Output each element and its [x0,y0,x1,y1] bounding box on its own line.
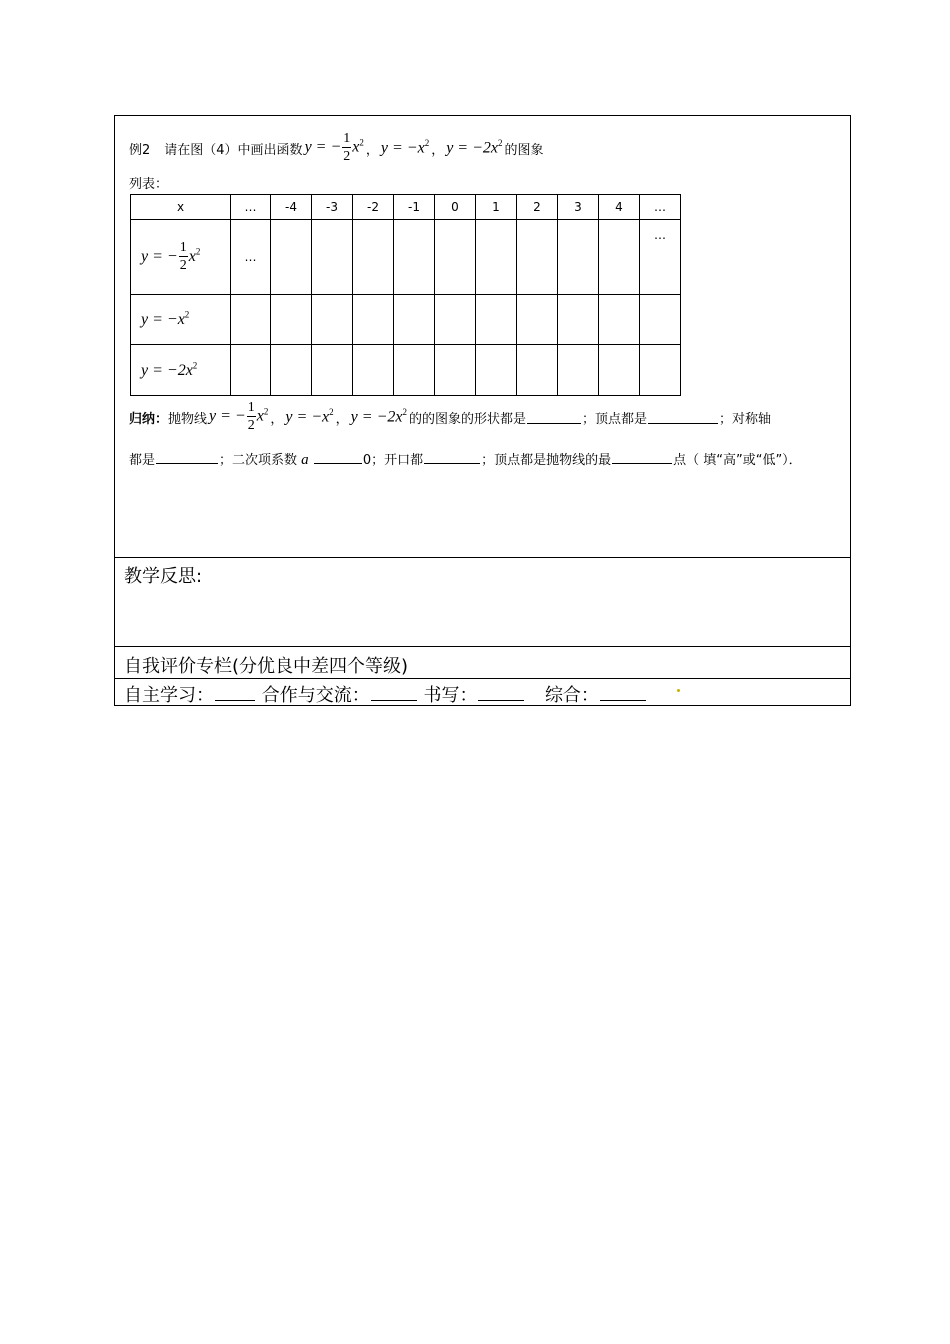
table-cell[interactable] [394,345,435,396]
table-cell[interactable] [353,295,394,345]
table-cell[interactable] [640,295,681,345]
row-function-3: $y = -2x^2$ [131,345,231,396]
header-cell: 4 [599,195,640,220]
reflection-label: 教学反思: [124,566,203,587]
table-cell[interactable] [271,345,312,396]
table-cell[interactable] [640,345,681,396]
blank-opening[interactable] [424,451,480,464]
blank-vertex[interactable] [648,411,718,424]
header-cell: -1 [394,195,435,220]
function-1: y = − $\frac{1}{2}$ $x^2$ [304,131,364,164]
function-3: $y = -2x^2$ [446,138,503,157]
example-label: 例2 [129,142,151,158]
summary-line-1: 归纳： 抛物线 y = − $\frac{1}{2}$ $x^2$ ， $y = -x^2$ ， $y = -2x^2$ 的的图象的形状都是 ；顶点都是 ；对称轴 [129,400,772,433]
table-row [131,220,681,295]
self-eval-section [115,647,850,679]
table-cell[interactable] [435,345,476,396]
list-label: 列表： [129,177,169,192]
score-line: 自主学习： 合作与交流： 书写： 综合： [124,681,647,707]
score-section [115,679,850,707]
table-cell[interactable] [271,220,312,295]
self-eval-label: 自我评价专栏(分优良中差四个等级) [124,656,409,677]
table-cell[interactable] [599,295,640,345]
table-cell[interactable] [517,345,558,396]
table-cell: … [231,220,271,295]
score-blank-cooperation[interactable] [371,685,417,701]
table-cell[interactable] [476,220,517,295]
table-cell[interactable] [599,220,640,295]
table-header-row [131,195,681,220]
table-cell[interactable] [476,295,517,345]
header-cell: 3 [558,195,599,220]
blank-extreme[interactable] [612,451,672,464]
decorative-dot [677,689,680,692]
function-2: $y = -x^2$ [380,138,430,157]
table-cell[interactable] [312,345,353,396]
summary-label: 归纳： [129,411,169,427]
table-cell: … [640,220,681,295]
table-cell[interactable] [517,295,558,345]
header-cell: 0 [435,195,476,220]
table-cell[interactable] [394,295,435,345]
header-cell: x [131,195,231,220]
score-blank-self-study[interactable] [215,685,255,701]
example-prompt: 例2 请在图（4）中画出函数 y = − $\frac{1}{2}$ $x^2$ ， $y = -x^2$ ， $y = -2x^2$ 的图象 [129,131,544,164]
table-cell[interactable] [312,295,353,345]
blank-shape[interactable] [527,411,581,424]
header-cell: … [231,195,271,220]
worksheet-frame [114,115,851,706]
table-cell[interactable] [353,220,394,295]
table-cell[interactable] [476,345,517,396]
row-function-1: y = − $\frac{1}{2}$ $x^2$ [131,220,231,295]
reflection-section [115,558,850,647]
blank-axis[interactable] [156,451,218,464]
header-cell: -4 [271,195,312,220]
table-row [131,295,681,345]
table-cell[interactable] [599,345,640,396]
table-cell[interactable] [435,295,476,345]
score-blank-writing[interactable] [478,685,524,701]
header-cell: -3 [312,195,353,220]
table-cell[interactable] [558,345,599,396]
header-cell: 1 [476,195,517,220]
header-cell: -2 [353,195,394,220]
table-cell[interactable] [231,295,271,345]
table-cell[interactable] [558,220,599,295]
header-cell: 2 [517,195,558,220]
summary-line-2: 都是 ；二次项系数 a 0；开口都 ；顶点都是抛物线的最 点（ 填“高”或“低”）． [129,452,802,468]
example-text: 请在图（4）中画出函数 [164,142,303,158]
table-cell[interactable] [435,220,476,295]
table-cell[interactable] [231,345,271,396]
value-table [130,194,681,396]
table-cell[interactable] [353,345,394,396]
example-section [115,116,850,558]
table-cell[interactable] [271,295,312,345]
header-cell: … [640,195,681,220]
table-cell[interactable] [517,220,558,295]
table-cell[interactable] [558,295,599,345]
table-cell[interactable] [394,220,435,295]
score-blank-overall[interactable] [600,685,646,701]
table-cell[interactable] [312,220,353,295]
blank-coefficient[interactable] [314,451,362,464]
table-row [131,345,681,396]
row-function-2: $y = -x^2$ [131,295,231,345]
